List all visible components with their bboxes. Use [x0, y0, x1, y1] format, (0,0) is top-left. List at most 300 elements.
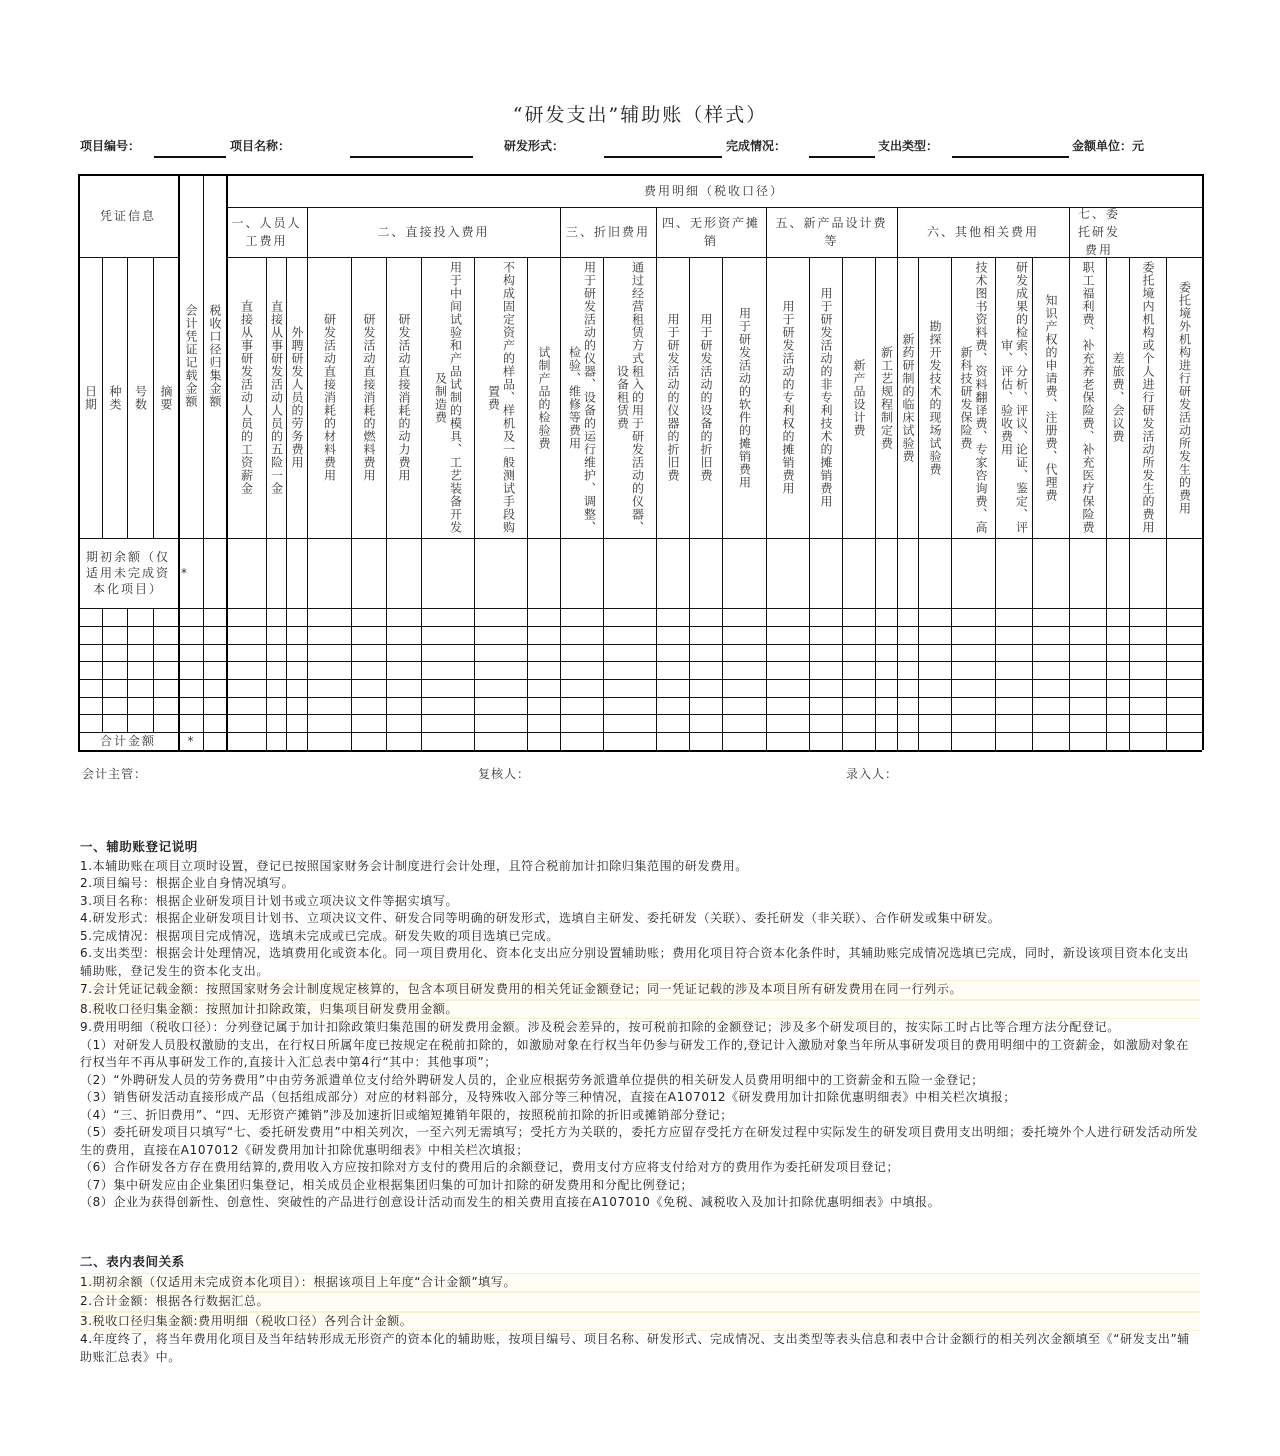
expense-col-25-text: 差旅费、会议费: [1111, 352, 1125, 443]
ledger-entry-cell[interactable]: [127, 697, 153, 714]
ledger-entry-cell[interactable]: [842, 644, 875, 661]
ledger-entry-cell[interactable]: [560, 697, 603, 714]
ledger-entry-cell[interactable]: [656, 608, 689, 626]
ledger-entry-cell[interactable]: [875, 661, 897, 679]
total-amount-cell[interactable]: [951, 732, 995, 750]
opening-balance-cell[interactable]: [1069, 538, 1106, 608]
ledger-entry-cell[interactable]: [603, 626, 656, 644]
ledger-entry-cell[interactable]: [809, 626, 842, 644]
ledger-entry-cell[interactable]: [203, 644, 226, 661]
ledger-entry-cell[interactable]: [203, 626, 226, 644]
ledger-entry-cell[interactable]: [689, 626, 722, 644]
ledger-entry-cell[interactable]: [226, 714, 266, 732]
ledger-entry-cell[interactable]: [809, 679, 842, 697]
ledger-entry-cell[interactable]: [995, 661, 1032, 679]
ledger-entry-cell[interactable]: [766, 608, 809, 626]
ledger-entry-cell[interactable]: [951, 661, 995, 679]
ledger-entry-cell[interactable]: [1166, 661, 1202, 679]
ledger-entry-cell[interactable]: [897, 697, 918, 714]
ledger-entry-cell[interactable]: [1032, 626, 1069, 644]
total-amount-cell[interactable]: [656, 732, 689, 750]
expense-group-7: [1069, 207, 1129, 257]
ledger-entry-cell[interactable]: [603, 644, 656, 661]
total-amount-cell[interactable]: [266, 732, 286, 750]
total-amount-cell[interactable]: [1129, 732, 1166, 750]
ledger-entry-cell[interactable]: [351, 679, 386, 697]
ledger-entry-cell[interactable]: [474, 714, 527, 732]
ledger-entry-cell[interactable]: [474, 661, 527, 679]
ledger-entry-cell[interactable]: [421, 679, 474, 697]
expense-group-4-text: 四、无形资产摊销: [661, 216, 760, 248]
ledger-entry-cell[interactable]: [153, 644, 178, 661]
ledger-entry-cell[interactable]: [286, 697, 307, 714]
ledger-entry-cell[interactable]: [78, 608, 102, 626]
ledger-entry-cell[interactable]: [286, 644, 307, 661]
note-item: 9.费用明细（税收口径）：分列登记属于加计扣除政策归集范围的研发费用金额。涉及税会差异的，按可税前扣除的金额登记；涉及多个研发项目的，按实际工时占比等合理方法分配登记。: [80, 1020, 1120, 1034]
ledger-entry-cell[interactable]: [1106, 626, 1129, 644]
opening-balance-cell[interactable]: [875, 538, 897, 608]
ledger-entry-cell[interactable]: [897, 626, 918, 644]
ledger-entry-cell[interactable]: [951, 626, 995, 644]
ledger-entry-cell[interactable]: [307, 626, 351, 644]
total-amount-cell[interactable]: [995, 732, 1032, 750]
opening-balance-cell[interactable]: [603, 538, 656, 608]
ledger-entry-cell[interactable]: [897, 661, 918, 679]
ledger-entry-cell[interactable]: [286, 679, 307, 697]
ledger-entry-cell[interactable]: [1106, 661, 1129, 679]
ledger-entry-cell[interactable]: [656, 644, 689, 661]
ledger-entry-cell[interactable]: [527, 679, 560, 697]
ledger-entry-cell[interactable]: [351, 661, 386, 679]
ledger-entry-cell[interactable]: [307, 644, 351, 661]
ledger-entry-cell[interactable]: [527, 626, 560, 644]
ledger-entry-cell[interactable]: [722, 714, 766, 732]
ledger-entry-cell[interactable]: [918, 644, 951, 661]
opening-balance-cell[interactable]: [842, 538, 875, 608]
ledger-entry-cell[interactable]: [918, 608, 951, 626]
ledger-entry-cell[interactable]: [421, 644, 474, 661]
opening-balance-cell[interactable]: [809, 538, 842, 608]
ledger-entry-cell[interactable]: [689, 714, 722, 732]
ledger-entry-cell[interactable]: [722, 661, 766, 679]
ledger-entry-cell[interactable]: [226, 679, 266, 697]
opening-balance-cell[interactable]: [421, 538, 474, 608]
ledger-entry-cell[interactable]: [386, 679, 421, 697]
ledger-entry-cell[interactable]: [918, 697, 951, 714]
ledger-entry-cell[interactable]: [722, 679, 766, 697]
ledger-entry-cell[interactable]: [226, 626, 266, 644]
total-amount-cell[interactable]: [351, 732, 386, 750]
total-amount-cell[interactable]: [307, 732, 351, 750]
ledger-entry-cell[interactable]: [421, 626, 474, 644]
opening-balance-cell[interactable]: [722, 538, 766, 608]
opening-balance-cell[interactable]: [689, 538, 722, 608]
ledger-entry-cell[interactable]: [351, 644, 386, 661]
opening-balance-cell[interactable]: [560, 538, 603, 608]
grid-line: [226, 257, 1202, 258]
ledger-entry-cell[interactable]: [527, 661, 560, 679]
ledger-entry-cell[interactable]: [474, 608, 527, 626]
ledger-entry-cell[interactable]: [178, 661, 203, 679]
ledger-entry-cell[interactable]: [78, 626, 102, 644]
ledger-entry-cell[interactable]: [842, 679, 875, 697]
ledger-entry-cell[interactable]: [722, 626, 766, 644]
ledger-entry-cell[interactable]: [153, 626, 178, 644]
ledger-entry-cell[interactable]: [560, 661, 603, 679]
ledger-entry-cell[interactable]: [603, 714, 656, 732]
opening-balance-cell[interactable]: [286, 538, 307, 608]
grid-line: [1166, 257, 1167, 750]
total-amount-cell[interactable]: [1166, 732, 1202, 750]
ledger-entry-cell[interactable]: [1129, 714, 1166, 732]
total-amount-cell[interactable]: [809, 732, 842, 750]
ledger-entry-cell[interactable]: [875, 626, 897, 644]
total-amount-cell[interactable]: [1032, 732, 1069, 750]
opening-balance-cell[interactable]: [918, 538, 951, 608]
ledger-entry-cell[interactable]: [527, 644, 560, 661]
ledger-entry-cell[interactable]: [656, 626, 689, 644]
ledger-entry-cell[interactable]: [560, 626, 603, 644]
ledger-entry-cell[interactable]: [266, 697, 286, 714]
ledger-entry-cell[interactable]: [1106, 679, 1129, 697]
ledger-entry-cell[interactable]: [203, 608, 226, 626]
ledger-entry-cell[interactable]: [307, 608, 351, 626]
ledger-entry-cell[interactable]: [689, 644, 722, 661]
ledger-entry-cell[interactable]: [286, 626, 307, 644]
ledger-entry-cell[interactable]: [266, 644, 286, 661]
opening-balance-cell[interactable]: [951, 538, 995, 608]
opening-balance-cell[interactable]: [307, 538, 351, 608]
total-amount-cell[interactable]: [875, 732, 897, 750]
ledger-entry-cell[interactable]: [226, 644, 266, 661]
ledger-entry-cell[interactable]: [78, 661, 102, 679]
ledger-entry-cell[interactable]: [351, 626, 386, 644]
ledger-entry-cell[interactable]: [1129, 626, 1166, 644]
opening-balance-cell[interactable]: [1166, 538, 1202, 608]
ledger-entry-cell[interactable]: [386, 644, 421, 661]
ledger-entry-cell[interactable]: [102, 644, 127, 661]
opening-balance-cell[interactable]: [766, 538, 809, 608]
ledger-entry-cell[interactable]: [351, 697, 386, 714]
ledger-entry-cell[interactable]: [307, 714, 351, 732]
ledger-entry-cell[interactable]: [127, 644, 153, 661]
ledger-entry-cell[interactable]: [153, 714, 178, 732]
ledger-entry-cell[interactable]: [421, 661, 474, 679]
grid-line: [656, 257, 657, 750]
ledger-entry-cell[interactable]: [1106, 697, 1129, 714]
ledger-entry-cell[interactable]: [1069, 626, 1106, 644]
ledger-entry-cell[interactable]: [951, 697, 995, 714]
ledger-entry-cell[interactable]: [1106, 714, 1129, 732]
ledger-entry-cell[interactable]: [689, 661, 722, 679]
ledger-entry-cell[interactable]: [766, 626, 809, 644]
ledger-entry-cell[interactable]: [766, 697, 809, 714]
ledger-entry-cell[interactable]: [656, 714, 689, 732]
expense-col-17-text: 新产品设计费: [852, 358, 866, 437]
ledger-entry-cell[interactable]: [809, 661, 842, 679]
ledger-entry-cell[interactable]: [178, 714, 203, 732]
total-amount-cell[interactable]: [226, 732, 266, 750]
ledger-entry-cell[interactable]: [1106, 644, 1129, 661]
ledger-entry-cell[interactable]: [842, 626, 875, 644]
ledger-entry-cell[interactable]: [1069, 697, 1106, 714]
ledger-entry-cell[interactable]: [351, 608, 386, 626]
ledger-entry-cell[interactable]: [307, 661, 351, 679]
ledger-entry-cell[interactable]: [897, 644, 918, 661]
ledger-entry-cell[interactable]: [474, 679, 527, 697]
ledger-entry-cell[interactable]: [995, 608, 1032, 626]
ledger-entry-cell[interactable]: [307, 697, 351, 714]
ledger-entry-cell[interactable]: [842, 697, 875, 714]
ledger-entry-cell[interactable]: [153, 661, 178, 679]
ledger-entry-cell[interactable]: [266, 661, 286, 679]
ledger-entry-cell[interactable]: [127, 714, 153, 732]
ledger-entry-cell[interactable]: [386, 714, 421, 732]
ledger-entry-cell[interactable]: [102, 714, 127, 732]
ledger-entry-cell[interactable]: [1032, 697, 1069, 714]
ledger-entry-cell[interactable]: [127, 661, 153, 679]
total-amount-cell[interactable]: [386, 732, 421, 750]
ledger-entry-cell[interactable]: [918, 661, 951, 679]
ledger-entry-cell[interactable]: [203, 714, 226, 732]
total-amount-cell[interactable]: [286, 732, 307, 750]
ledger-entry-cell[interactable]: [1069, 661, 1106, 679]
grid-line: [1129, 257, 1130, 750]
ledger-entry-cell[interactable]: [1166, 697, 1202, 714]
ledger-entry-cell[interactable]: [766, 661, 809, 679]
ledger-entry-cell[interactable]: [951, 608, 995, 626]
ledger-entry-cell[interactable]: [1129, 608, 1166, 626]
opening-balance-cell[interactable]: [351, 538, 386, 608]
ledger-entry-cell[interactable]: [842, 714, 875, 732]
ledger-entry-cell[interactable]: [722, 644, 766, 661]
ledger-entry-cell[interactable]: [307, 679, 351, 697]
ledger-entry-cell[interactable]: [603, 608, 656, 626]
ledger-entry-cell[interactable]: [603, 697, 656, 714]
ledger-entry-cell[interactable]: [386, 697, 421, 714]
opening-balance-cell[interactable]: [995, 538, 1032, 608]
ledger-entry-cell[interactable]: [875, 697, 897, 714]
ledger-entry-cell[interactable]: [474, 697, 527, 714]
ledger-entry-cell[interactable]: [1166, 626, 1202, 644]
ledger-entry-cell[interactable]: [1032, 608, 1069, 626]
ledger-entry-cell[interactable]: [766, 679, 809, 697]
ledger-entry-cell[interactable]: [603, 679, 656, 697]
ledger-entry-cell[interactable]: [78, 714, 102, 732]
opening-balance-cell[interactable]: [656, 538, 689, 608]
opening-balance-cell[interactable]: [386, 538, 421, 608]
ledger-entry-cell[interactable]: [527, 714, 560, 732]
ledger-entry-cell[interactable]: [656, 679, 689, 697]
opening-balance-cell[interactable]: [1106, 538, 1129, 608]
ledger-entry-cell[interactable]: [951, 679, 995, 697]
ledger-entry-cell[interactable]: [995, 714, 1032, 732]
opening-balance-cell[interactable]: [474, 538, 527, 608]
ledger-entry-cell[interactable]: [266, 608, 286, 626]
ledger-entry-cell[interactable]: [421, 608, 474, 626]
ledger-entry-cell[interactable]: [809, 714, 842, 732]
ledger-entry-cell[interactable]: [897, 714, 918, 732]
ledger-entry-cell[interactable]: [266, 626, 286, 644]
ledger-entry-cell[interactable]: [178, 626, 203, 644]
ledger-entry-cell[interactable]: [918, 626, 951, 644]
ledger-entry-cell[interactable]: [351, 714, 386, 732]
total-amount-cell[interactable]: [474, 732, 527, 750]
ledger-entry-cell[interactable]: [127, 608, 153, 626]
ledger-entry-cell[interactable]: [226, 661, 266, 679]
ledger-entry-cell[interactable]: [474, 626, 527, 644]
ledger-entry-cell[interactable]: [560, 714, 603, 732]
ledger-entry-cell[interactable]: [809, 697, 842, 714]
total-amount-cell[interactable]: [1106, 732, 1129, 750]
ledger-entry-cell[interactable]: [178, 608, 203, 626]
ledger-entry-cell[interactable]: [102, 608, 127, 626]
ledger-entry-cell[interactable]: [127, 679, 153, 697]
expense-col-18-text: 新工艺规程制定费: [879, 345, 894, 450]
ledger-entry-cell[interactable]: [102, 697, 127, 714]
ledger-entry-cell[interactable]: [722, 608, 766, 626]
total-amount-cell[interactable]: [689, 732, 722, 750]
ledger-entry-cell[interactable]: [875, 714, 897, 732]
total-amount-cell[interactable]: [1069, 732, 1106, 750]
expense-col-15-text: 用于研发活动的专利权的摊销费用: [781, 300, 795, 495]
ledger-entry-cell[interactable]: [809, 644, 842, 661]
total-amount-cell[interactable]: [560, 732, 603, 750]
ledger-entry-cell[interactable]: [178, 697, 203, 714]
ledger-entry-cell[interactable]: [1069, 644, 1106, 661]
ledger-entry-cell[interactable]: [203, 679, 226, 697]
ledger-entry-cell[interactable]: [689, 697, 722, 714]
ledger-entry-cell[interactable]: [178, 644, 203, 661]
opening-balance-cell[interactable]: [1032, 538, 1069, 608]
ledger-entry-cell[interactable]: [1106, 608, 1129, 626]
ledger-entry-cell[interactable]: [78, 644, 102, 661]
ledger-entry-cell[interactable]: [1069, 679, 1106, 697]
ledger-entry-cell[interactable]: [203, 697, 226, 714]
ledger-entry-cell[interactable]: [266, 714, 286, 732]
ledger-entry-cell[interactable]: [766, 644, 809, 661]
ledger-entry-cell[interactable]: [78, 697, 102, 714]
ledger-entry-cell[interactable]: [153, 679, 178, 697]
ledger-entry-cell[interactable]: [421, 714, 474, 732]
ledger-entry-cell[interactable]: [995, 644, 1032, 661]
ledger-entry-cell[interactable]: [226, 697, 266, 714]
ledger-entry-cell[interactable]: [560, 679, 603, 697]
table-relations-notes: [80, 1253, 1200, 1366]
opening-balance-cell[interactable]: [203, 538, 226, 608]
ledger-entry-cell[interactable]: [1032, 644, 1069, 661]
ledger-entry-cell[interactable]: [153, 608, 178, 626]
ledger-entry-cell[interactable]: [560, 608, 603, 626]
ledger-entry-cell[interactable]: [1129, 697, 1166, 714]
grid-line: [78, 174, 80, 750]
total-amount-cell[interactable]: [766, 732, 809, 750]
ledger-entry-cell[interactable]: [266, 679, 286, 697]
ledger-entry-cell[interactable]: [386, 608, 421, 626]
total-amount-cell[interactable]: [421, 732, 474, 750]
ledger-entry-cell[interactable]: [102, 679, 127, 697]
ledger-entry-cell[interactable]: [875, 608, 897, 626]
ledger-entry-cell[interactable]: [918, 679, 951, 697]
ledger-entry-cell[interactable]: [102, 661, 127, 679]
ledger-entry-cell[interactable]: [1166, 714, 1202, 732]
ledger-entry-cell[interactable]: [286, 714, 307, 732]
opening-balance-cell[interactable]: [527, 538, 560, 608]
ledger-entry-cell[interactable]: [918, 714, 951, 732]
total-amount-cell[interactable]: [918, 732, 951, 750]
ledger-entry-cell[interactable]: [153, 697, 178, 714]
ledger-entry-cell[interactable]: [995, 679, 1032, 697]
ledger-entry-cell[interactable]: [951, 644, 995, 661]
ledger-entry-cell[interactable]: [1032, 679, 1069, 697]
ledger-entry-cell[interactable]: [286, 661, 307, 679]
ledger-entry-cell[interactable]: [527, 697, 560, 714]
ledger-entry-cell[interactable]: [1069, 714, 1106, 732]
ledger-entry-cell[interactable]: [809, 608, 842, 626]
opening-balance-cell[interactable]: [226, 538, 266, 608]
opening-balance-cell[interactable]: [897, 538, 918, 608]
total-amount-cell[interactable]: [897, 732, 918, 750]
ledger-entry-cell[interactable]: [421, 697, 474, 714]
ledger-entry-cell[interactable]: [766, 714, 809, 732]
ledger-entry-cell[interactable]: [656, 697, 689, 714]
ledger-entry-cell[interactable]: [603, 661, 656, 679]
ledger-entry-cell[interactable]: [1129, 644, 1166, 661]
opening-balance-cell[interactable]: [1129, 538, 1166, 608]
total-amount-cell[interactable]: [842, 732, 875, 750]
ledger-entry-cell[interactable]: [560, 644, 603, 661]
ledger-entry-cell[interactable]: [1069, 608, 1106, 626]
ledger-entry-cell[interactable]: [897, 608, 918, 626]
ledger-entry-cell[interactable]: [386, 626, 421, 644]
ledger-entry-cell[interactable]: [897, 679, 918, 697]
ledger-entry-cell[interactable]: [1032, 661, 1069, 679]
ledger-entry-cell[interactable]: [875, 644, 897, 661]
ledger-entry-cell[interactable]: [1129, 679, 1166, 697]
ledger-entry-cell[interactable]: [1166, 608, 1202, 626]
ledger-entry-cell[interactable]: [527, 608, 560, 626]
ledger-entry-cell[interactable]: [203, 661, 226, 679]
ledger-entry-cell[interactable]: [842, 608, 875, 626]
ledger-entry-cell[interactable]: [722, 697, 766, 714]
ledger-entry-cell[interactable]: [1129, 661, 1166, 679]
ledger-entry-cell[interactable]: [951, 714, 995, 732]
total-amount-cell[interactable]: [203, 732, 226, 750]
opening-balance-cell[interactable]: [266, 538, 286, 608]
total-amount-cell[interactable]: [603, 732, 656, 750]
total-amount-cell[interactable]: [722, 732, 766, 750]
ledger-entry-cell[interactable]: [127, 626, 153, 644]
ledger-entry-cell[interactable]: [689, 679, 722, 697]
ledger-entry-cell[interactable]: [78, 679, 102, 697]
ledger-entry-cell[interactable]: [689, 608, 722, 626]
total-amount-cell[interactable]: [527, 732, 560, 750]
ledger-entry-cell[interactable]: [102, 626, 127, 644]
ledger-entry-cell[interactable]: [875, 679, 897, 697]
ledger-entry-cell[interactable]: [386, 661, 421, 679]
ledger-entry-cell[interactable]: [656, 661, 689, 679]
ledger-entry-cell[interactable]: [995, 697, 1032, 714]
ledger-entry-cell[interactable]: [286, 608, 307, 626]
ledger-entry-cell[interactable]: [178, 679, 203, 697]
ledger-entry-cell[interactable]: [842, 661, 875, 679]
ledger-entry-cell[interactable]: [226, 608, 266, 626]
ledger-entry-cell[interactable]: [1032, 714, 1069, 732]
ledger-entry-cell[interactable]: [1166, 644, 1202, 661]
ledger-entry-cell[interactable]: [474, 644, 527, 661]
ledger-entry-cell[interactable]: [995, 626, 1032, 644]
ledger-entry-cell[interactable]: [1166, 679, 1202, 697]
